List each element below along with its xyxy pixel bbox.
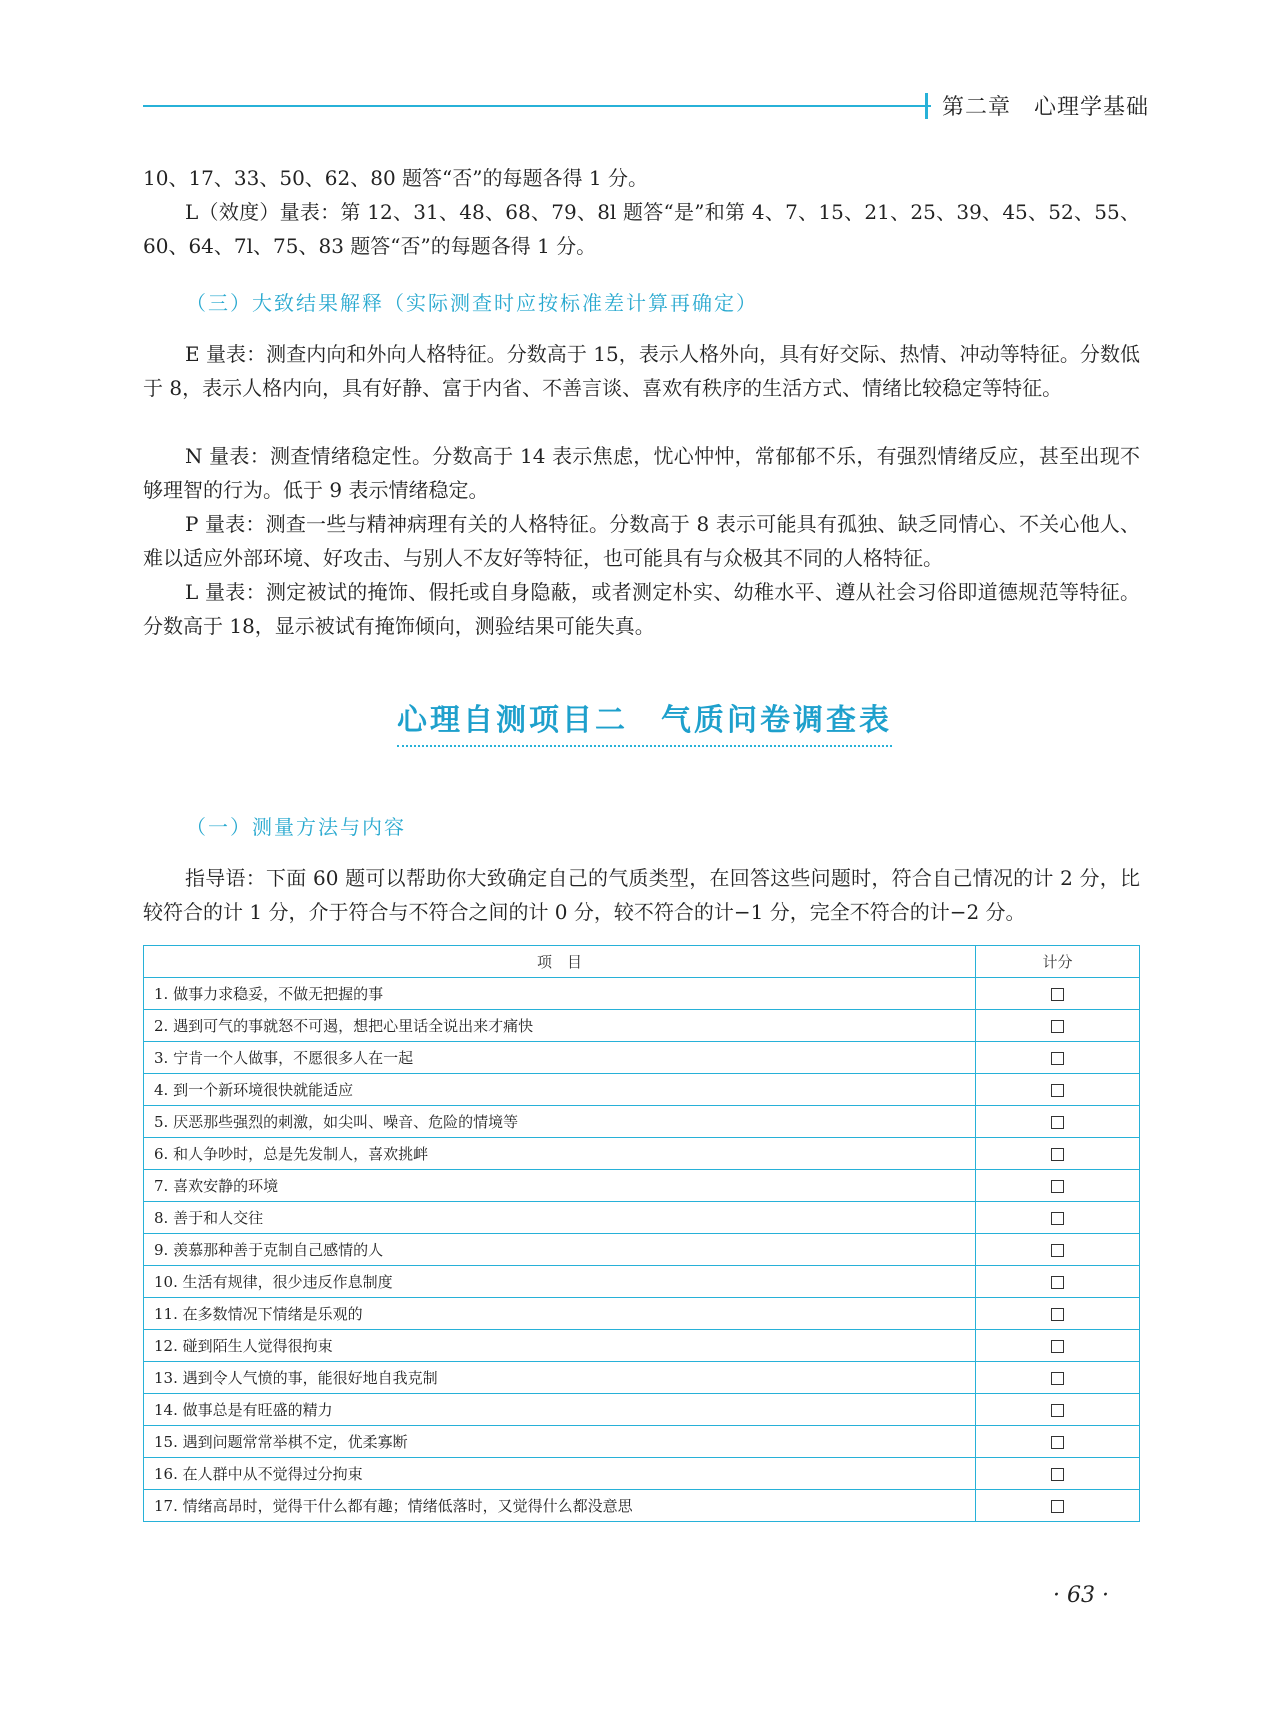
score-checkbox[interactable]: [1051, 1116, 1064, 1129]
question-text: 12. 碰到陌生人觉得很拘束: [144, 1330, 976, 1362]
instructions: 指导语：下面 60 题可以帮助你大致确定自己的气质类型，在回答这些问题时，符合自己情况的计 2 分，比较符合的计 1 分，介于符合与不符合之间的计 0 分，较不符合的计−1 分，完全不符合的计−2 分。: [143, 866, 1140, 924]
table-row: [144, 1234, 1140, 1266]
score-cell: [976, 1362, 1140, 1394]
column-header-item: 项 目: [144, 946, 976, 978]
score-checkbox[interactable]: [1051, 1340, 1064, 1353]
scoring-l-scale: L（效度）量表：第 12、31、48、68、79、8l 题答“是”和第 4、7、15、21、25、39、45、52、55、60、64、7l、75、83 题答“否”的每题各得 1 分。: [143, 200, 1140, 258]
scoring-p-continuation: 10、17、33、50、62、80 题答“否”的每题各得 1 分。: [143, 166, 648, 190]
result-p-scale: P 量表：测查一些与精神病理有关的人格特征。分数高于 8 表示可能具有孤独、缺乏同情心、不关心他人、难以适应外部环境、好攻击、与别人不友好等特征，也可能具有与众极其不同的人格特征。: [143, 512, 1140, 570]
survey-table-body: [144, 978, 1140, 1522]
score-checkbox[interactable]: [1051, 1276, 1064, 1289]
table-row: [144, 1042, 1140, 1074]
table-row: [144, 1138, 1140, 1170]
table-header-row: [144, 946, 1140, 978]
survey-table: [143, 945, 1140, 1522]
table-row: [144, 1426, 1140, 1458]
table-row: [144, 1362, 1140, 1394]
table-row: [144, 1394, 1140, 1426]
score-cell: [976, 1394, 1140, 1426]
score-checkbox[interactable]: [1051, 1244, 1064, 1257]
score-checkbox[interactable]: [1051, 1052, 1064, 1065]
result-e-scale: E 量表：测查内向和外向人格特征。分数高于 15，表示人格外向，具有好交际、热情、冲动等特征。分数低于 8，表示人格内向，具有好静、富于内省、不善言谈、喜欢有秩序的生活方式、情绪比较稳定等特征。: [143, 342, 1140, 400]
score-checkbox[interactable]: [1051, 988, 1064, 1001]
question-text: 13. 遇到令人气愤的事，能很好地自我克制: [144, 1362, 976, 1394]
score-checkbox[interactable]: [1051, 1084, 1064, 1097]
chapter-title: 第二章 心理学基础: [942, 95, 1150, 120]
score-checkbox[interactable]: [1051, 1148, 1064, 1161]
column-header-score: 计分: [976, 946, 1140, 978]
score-checkbox[interactable]: [1051, 1500, 1064, 1513]
table-row: [144, 1490, 1140, 1522]
score-cell: [976, 1010, 1140, 1042]
question-text: 6. 和人争吵时，总是先发制人，喜欢挑衅: [144, 1138, 976, 1170]
section-title: 心理自测项目二 气质问卷调查表: [397, 695, 892, 747]
question-text: 15. 遇到问题常常举棋不定，优柔寡断: [144, 1426, 976, 1458]
score-checkbox[interactable]: [1051, 1180, 1064, 1193]
table-row: [144, 978, 1140, 1010]
score-checkbox[interactable]: [1051, 1020, 1064, 1033]
table-row: [144, 1074, 1140, 1106]
score-checkbox[interactable]: [1051, 1404, 1064, 1417]
score-checkbox[interactable]: [1051, 1436, 1064, 1449]
score-cell: [976, 1138, 1140, 1170]
table-row: [144, 1106, 1140, 1138]
question-text: 8. 善于和人交往: [144, 1202, 976, 1234]
method-heading: （一）测量方法与内容: [186, 815, 406, 839]
question-text: 9. 羡慕那种善于克制自己感情的人: [144, 1234, 976, 1266]
score-cell: [976, 1426, 1140, 1458]
question-text: 1. 做事力求稳妥，不做无把握的事: [144, 978, 976, 1010]
question-text: 7. 喜欢安静的环境: [144, 1170, 976, 1202]
score-cell: [976, 978, 1140, 1010]
score-cell: [976, 1458, 1140, 1490]
table-row: [144, 1170, 1140, 1202]
question-text: 2. 遇到可气的事就怒不可遏，想把心里话全说出来才痛快: [144, 1010, 976, 1042]
score-cell: [976, 1330, 1140, 1362]
score-cell: [976, 1298, 1140, 1330]
result-n-scale: N 量表：测查情绪稳定性。分数高于 14 表示焦虑，忧心忡忡，常郁郁不乐，有强烈情绪反应，甚至出现不够理智的行为。低于 9 表示情绪稳定。: [143, 444, 1140, 502]
score-checkbox[interactable]: [1051, 1308, 1064, 1321]
question-text: 10. 生活有规律，很少违反作息制度: [144, 1266, 976, 1298]
score-cell: [976, 1234, 1140, 1266]
score-checkbox[interactable]: [1051, 1372, 1064, 1385]
question-text: 4. 到一个新环境很快就能适应: [144, 1074, 976, 1106]
score-cell: [976, 1266, 1140, 1298]
results-heading: （三）大致结果解释（实际测查时应按标准差计算再确定）: [186, 291, 758, 315]
table-row: [144, 1458, 1140, 1490]
table-row: [144, 1330, 1140, 1362]
question-text: 14. 做事总是有旺盛的精力: [144, 1394, 976, 1426]
score-cell: [976, 1106, 1140, 1138]
score-cell: [976, 1202, 1140, 1234]
question-text: 3. 宁肯一个人做事，不愿很多人在一起: [144, 1042, 976, 1074]
question-text: 17. 情绪高昂时，觉得干什么都有趣；情绪低落时，又觉得什么都没意思: [144, 1490, 976, 1522]
score-checkbox[interactable]: [1051, 1212, 1064, 1225]
score-cell: [976, 1170, 1140, 1202]
table-row: [144, 1010, 1140, 1042]
result-l-scale: L 量表：测定被试的掩饰、假托或自身隐蔽，或者测定朴实、幼稚水平、遵从社会习俗即道德规范等特征。分数高于 18，显示被试有掩饰倾向，测验结果可能失真。: [143, 580, 1140, 638]
header-divider: [925, 93, 928, 119]
table-row: [144, 1298, 1140, 1330]
score-checkbox[interactable]: [1051, 1468, 1064, 1481]
page-number: · 63 ·: [1053, 1583, 1109, 1608]
table-row: [144, 1202, 1140, 1234]
table-row: [144, 1266, 1140, 1298]
score-cell: [976, 1490, 1140, 1522]
score-cell: [976, 1074, 1140, 1106]
header-rule: [143, 105, 931, 107]
question-text: 11. 在多数情况下情绪是乐观的: [144, 1298, 976, 1330]
question-text: 5. 厌恶那些强烈的刺激，如尖叫、噪音、危险的情境等: [144, 1106, 976, 1138]
score-cell: [976, 1042, 1140, 1074]
question-text: 16. 在人群中从不觉得过分拘束: [144, 1458, 976, 1490]
